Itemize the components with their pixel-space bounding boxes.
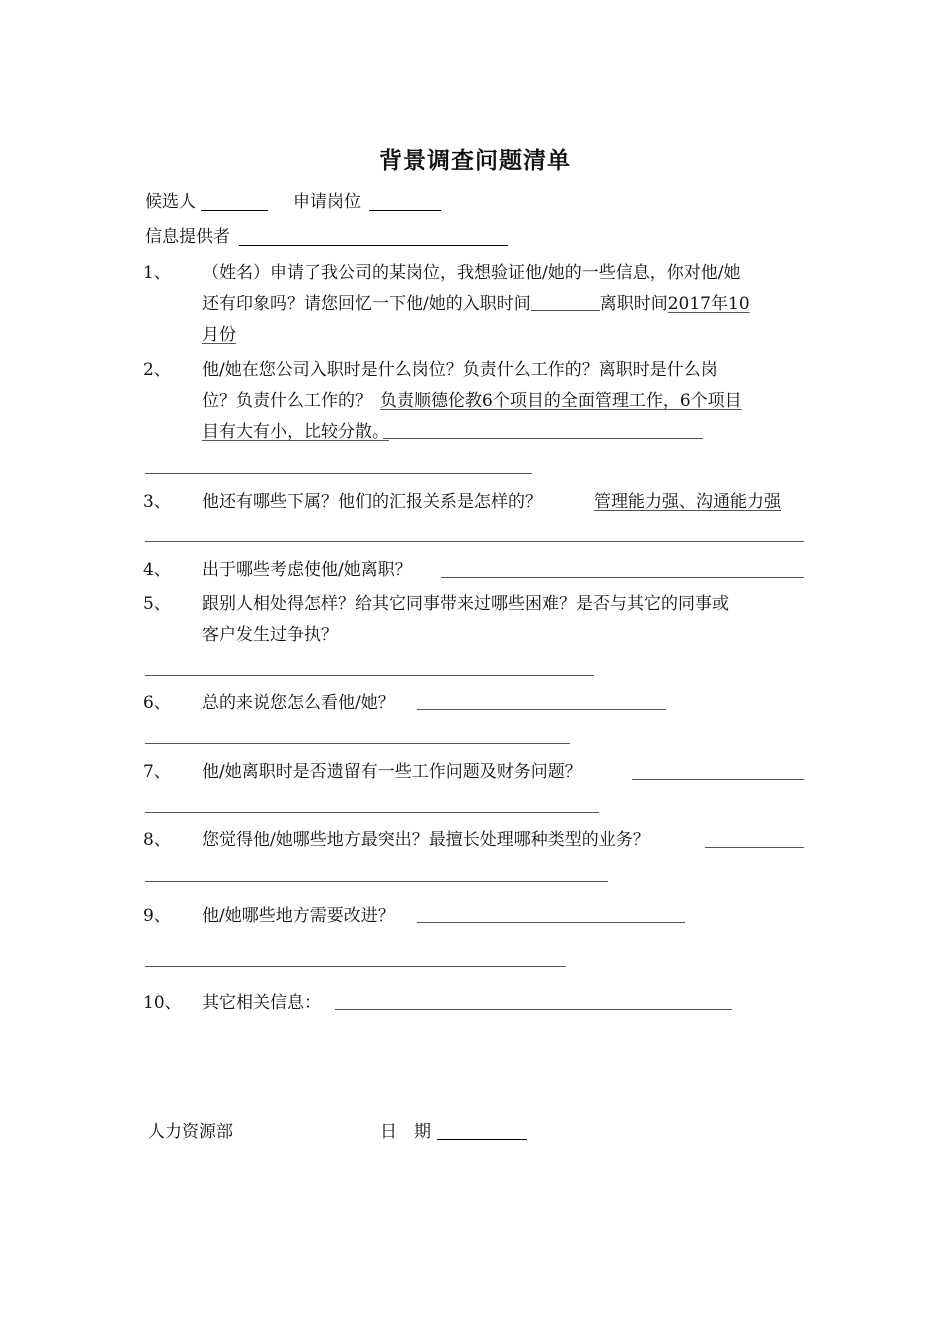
page-title: 背景调查问题清单 bbox=[379, 148, 571, 174]
provider-label: 信息提供者 bbox=[145, 227, 230, 247]
answer-line[interactable] bbox=[417, 709, 666, 710]
answer-line[interactable] bbox=[441, 577, 804, 578]
hire-date-label: 入职时间 bbox=[462, 294, 531, 314]
question-number: 1、 bbox=[143, 263, 171, 283]
question-text: 跟别人相处得怎样？给其它同事带来过哪些困难？是否与其它的同事或 bbox=[202, 594, 729, 614]
question-text bbox=[202, 294, 750, 314]
question-text: 他还有哪些下属？他们的汇报关系是怎样的？ bbox=[202, 492, 542, 512]
leave-date-label: 离职时间 bbox=[599, 294, 668, 314]
question-number: 9、 bbox=[143, 906, 171, 926]
answer-line[interactable] bbox=[145, 473, 532, 474]
date-field[interactable] bbox=[437, 1139, 527, 1140]
candidate-field[interactable] bbox=[201, 210, 268, 211]
answer-line[interactable] bbox=[383, 438, 703, 439]
position-field[interactable] bbox=[369, 210, 441, 211]
answer-line[interactable] bbox=[145, 881, 608, 882]
question-number: 8、 bbox=[143, 830, 171, 850]
answer-line[interactable] bbox=[705, 847, 804, 848]
answer-line[interactable] bbox=[417, 922, 685, 923]
question-number: 4、 bbox=[143, 560, 171, 580]
answer-text: 负责顺德伦教6个项目的全面管理工作，6个项目 bbox=[380, 391, 742, 411]
date-label: 日 期 bbox=[380, 1122, 431, 1142]
question-text: 出于哪些考虑使他/她离职？ bbox=[202, 560, 412, 580]
position-label: 申请岗位 bbox=[293, 192, 361, 212]
question-text-part: 还有印象吗？请您回忆一下他/她的 bbox=[202, 294, 463, 314]
question-number: 10、 bbox=[143, 993, 182, 1013]
question-text: 总的来说您怎么看他/她？ bbox=[202, 693, 395, 713]
answer-line[interactable] bbox=[145, 675, 594, 676]
answer-line[interactable] bbox=[145, 743, 570, 744]
question-number: 3、 bbox=[143, 492, 171, 512]
leave-date-value-cont: 月份 bbox=[202, 325, 236, 345]
department-label: 人力资源部 bbox=[148, 1122, 233, 1142]
question-text: 他/她在您公司入职时是什么岗位？负责什么工作的？离职时是什么岗 bbox=[202, 360, 718, 380]
question-text: （姓名）申请了我公司的某岗位，我想验证他/她的一些信息，你对他/她 bbox=[202, 263, 741, 283]
answer-line[interactable] bbox=[145, 812, 599, 813]
question-text bbox=[202, 391, 742, 411]
question-number: 5、 bbox=[143, 594, 171, 614]
question-number: 7、 bbox=[143, 762, 171, 782]
question-text: 您觉得他/她哪些地方最突出？最擅长处理哪种类型的业务？ bbox=[202, 830, 650, 850]
hire-date-field[interactable] bbox=[531, 296, 600, 311]
provider-field[interactable] bbox=[239, 245, 508, 246]
answer-line[interactable] bbox=[632, 779, 804, 780]
answer-text-cont: 目有大有小，比较分散。 bbox=[202, 422, 389, 442]
answer-text: 管理能力强、沟通能力强 bbox=[594, 492, 781, 512]
answer-line[interactable] bbox=[145, 966, 566, 967]
candidate-label: 候选人 bbox=[145, 192, 196, 212]
question-text-part: 位？负责什么工作的？ bbox=[202, 391, 372, 411]
answer-line[interactable] bbox=[335, 1009, 732, 1010]
question-text: 他/她哪些地方需要改进？ bbox=[202, 906, 395, 926]
answer-line[interactable] bbox=[145, 541, 804, 542]
question-text: 其它相关信息： bbox=[202, 993, 321, 1013]
question-text: 客户发生过争执？ bbox=[202, 625, 338, 645]
leave-date-value: 2017年10 bbox=[667, 294, 750, 314]
question-number: 6、 bbox=[143, 693, 171, 713]
question-number: 2、 bbox=[143, 360, 171, 380]
question-text: 他/她离职时是否遗留有一些工作问题及财务问题？ bbox=[202, 762, 582, 782]
